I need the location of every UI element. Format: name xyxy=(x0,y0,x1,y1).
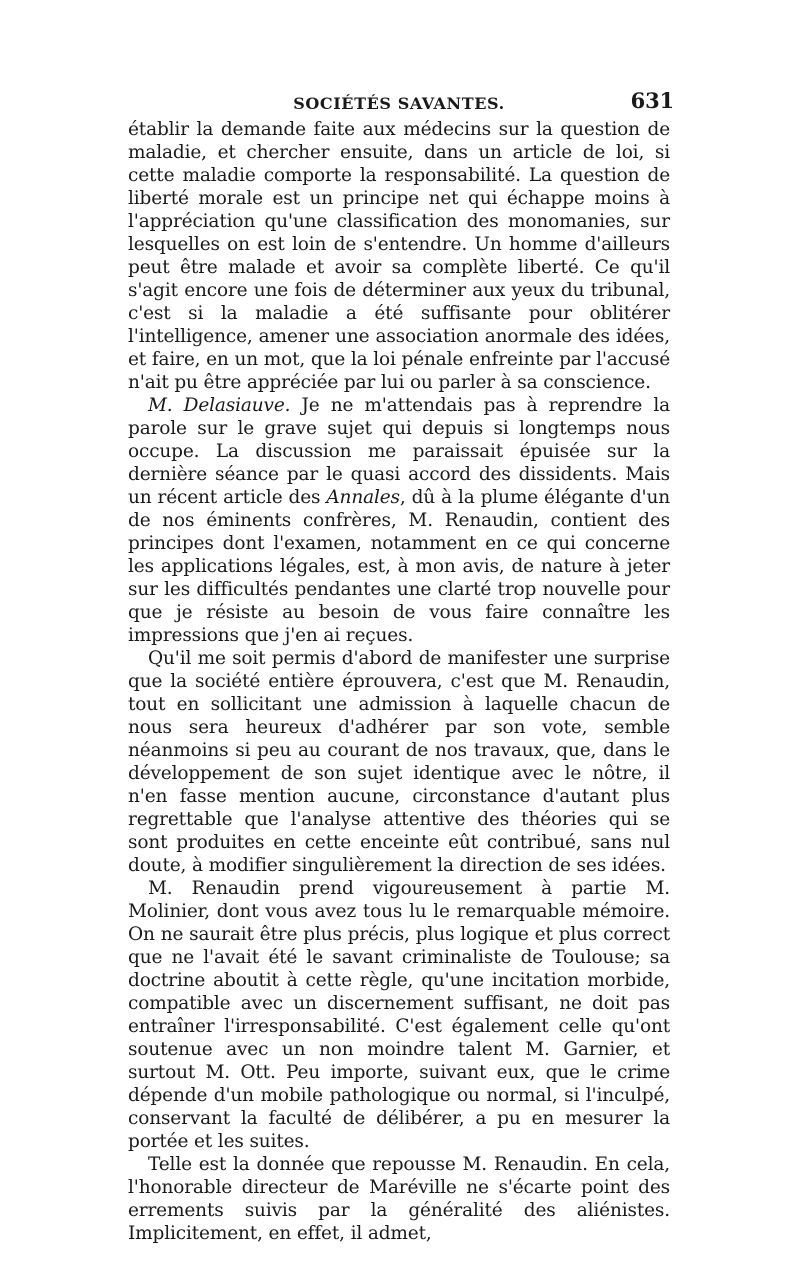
page-number: 631 xyxy=(630,88,674,113)
paragraph-mareville: Telle est la donnée que repousse M. Renaudin. En cela, l'honorable directeur de Maréville ne s'écarte point des errements suivis par la généralité des aliénistes. Implicitement, en effet, il admet, xyxy=(128,1154,670,1244)
speaker-name: M. Delasiauve. xyxy=(148,395,291,416)
paragraph-text: , dû à la plume élégante d'un de nos éminents confrères, M. Renaudin, contient des principes dont l'examen, notamment en ce qui concerne les applications légales, est, à mon avis, de nature à jeter sur les difficultés pendantes une clarté trop nouvelle pour que je résiste au besoin de vous faire connaître les impressions que j'en ai reçues. xyxy=(128,487,670,646)
paragraph-surprise: Qu'il me soit permis d'abord de manifester une surprise que la société entière éprouvera, c'est que M. Renaudin, tout en sollicitant une admission à laquelle chacun de nous sera heureux d'adhérer par son vote, semble néanmoins si peu au courant de nos travaux, que, dans le développement de son sujet identique avec le nôtre, il n'en fasse mention aucune, circonstance d'autant plus regrettable que l'analyse attentive des théories qui se sont produites en cette enceinte eût contribué, sans nul doute, à modifier singulièrement la direction de ses idées. xyxy=(128,648,670,876)
running-title: SOCIÉTÉS SAVANTES. xyxy=(293,94,505,113)
paragraph-continued: établir la demande faite aux médecins sur la question de maladie, et chercher ensuite, dans un article de loi, si cette maladie comporte la responsabilité. La question de liberté morale est un principe net qui échappe moins à l'appréciation qu'une classification des monomanies, sur lesquelles on est loin de s'entendre. Un homme d'ailleurs peut être malade et avoir sa complète liberté. Ce qu'il s'agit encore une fois de déterminer aux yeux du tribunal, c'est si la maladie a été suffisante pour oblitérer l'intelligence, amener une association anormale des idées, et faire, en un mot, que la loi pénale enfreinte par l'accusé n'ait pu être appréciée par lui ou parler à sa conscience. xyxy=(128,119,670,393)
paragraph-molinier: M. Renaudin prend vigoureusement à partie M. Molinier, dont vous avez tous lu le remarquable mémoire. On ne saurait être plus précis, plus logique et plus correct que ne l'avait été le savant criminaliste de Toulouse; sa doctrine aboutit à cette règle, qu'une incitation morbide, compatible avec un discernement suffisant, ne doit pas entraîner l'irresponsabilité. C'est également celle qu'ont soutenue avec un non moindre talent M. Garnier, et surtout M. Ott. Peu importe, suivant eux, que le crime dépende d'un mobile pathologique ou normal, si l'inculpé, conservant la faculté de délibérer, a pu en mesurer la portée et les suites. xyxy=(128,878,670,1152)
journal-title: Annales xyxy=(326,487,400,508)
paragraph-text: Je ne m'attendais pas à reprendre la parole sur le grave sujet qui depuis si longtemps nous occupe. La discussion me paraissait épuisée sur la dernière séance par le quasi accord des dissidents. Mais un récent article des xyxy=(128,395,670,508)
paragraph-delasiauve xyxy=(128,394,670,647)
running-header xyxy=(128,88,674,114)
book-page xyxy=(128,88,674,1245)
